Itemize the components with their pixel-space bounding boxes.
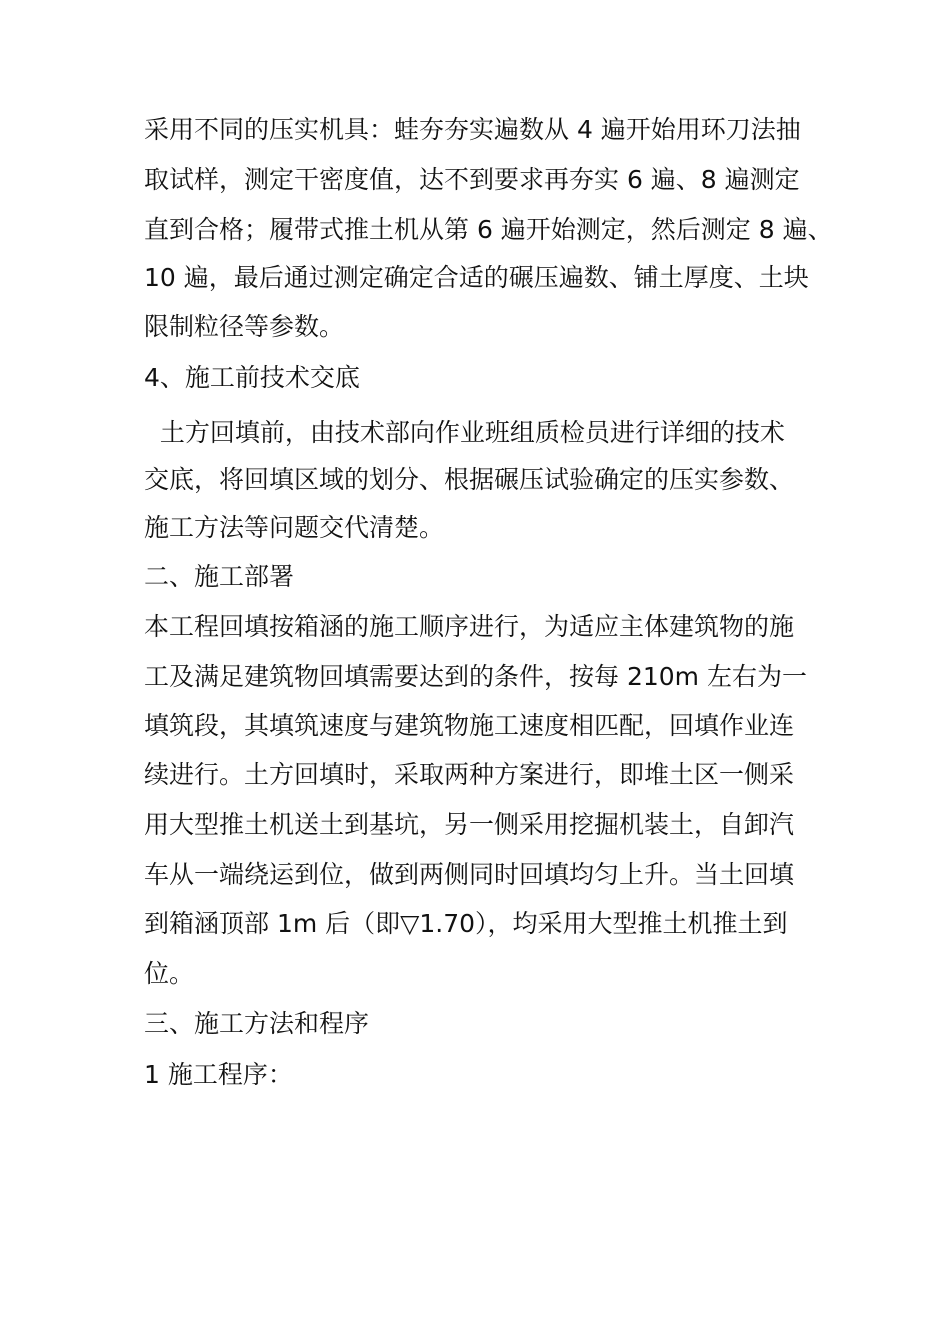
- paragraph-line: 取试样，测定干密度值，达不到要求再夯实 6 遍、8 遍测定: [144, 165, 800, 194]
- paragraph-line: 续进行。土方回填时，采取两种方案进行，即堆土区一侧采: [144, 760, 795, 789]
- paragraph-line: 限制粒径等参数。: [144, 312, 345, 341]
- paragraph-line: 位。: [144, 959, 195, 988]
- section-heading: 三、施工方法和程序: [144, 1009, 370, 1038]
- paragraph-line: 施工方法等问题交代清楚。: [144, 513, 445, 542]
- paragraph-line: 本工程回填按箱涵的施工顺序进行，为适应主体建筑物的施: [144, 612, 795, 641]
- paragraph-line: 交底，将回填区域的划分、根据碾压试验确定的压实参数、: [144, 465, 795, 494]
- paragraph-line: 10 遍，最后通过测定确定合适的碾压遍数、铺土厚度、土块: [144, 263, 809, 292]
- paragraph-line: 用大型推土机送土到基坑，另一侧采用挖掘机装土，自卸汽: [144, 810, 795, 839]
- paragraph-line: 填筑段，其填筑速度与建筑物施工速度相匹配，回填作业连: [144, 711, 795, 740]
- paragraph-line: 土方回填前，由技术部向作业班组质检员进行详细的技术: [144, 418, 785, 447]
- paragraph-line: 工及满足建筑物回填需要达到的条件，按每 210m 左右为一: [144, 662, 807, 691]
- section-heading: 二、施工部署: [144, 562, 295, 591]
- paragraph-line: 车从一端绕运到位，做到两侧同时回填均匀上升。当土回填: [144, 860, 795, 889]
- section-heading: 4、施工前技术交底: [144, 363, 360, 392]
- paragraph-line: 到箱涵顶部 1m 后（即▽1.70），均采用大型推土机推土到: [144, 909, 788, 938]
- subsection-heading: 1 施工程序：: [144, 1060, 293, 1089]
- paragraph-line: 采用不同的压实机具：蛙夯夯实遍数从 4 遍开始用环刀法抽: [144, 115, 801, 144]
- paragraph-line: 直到合格；履带式推土机从第 6 遍开始测定，然后测定 8 遍、: [144, 215, 833, 244]
